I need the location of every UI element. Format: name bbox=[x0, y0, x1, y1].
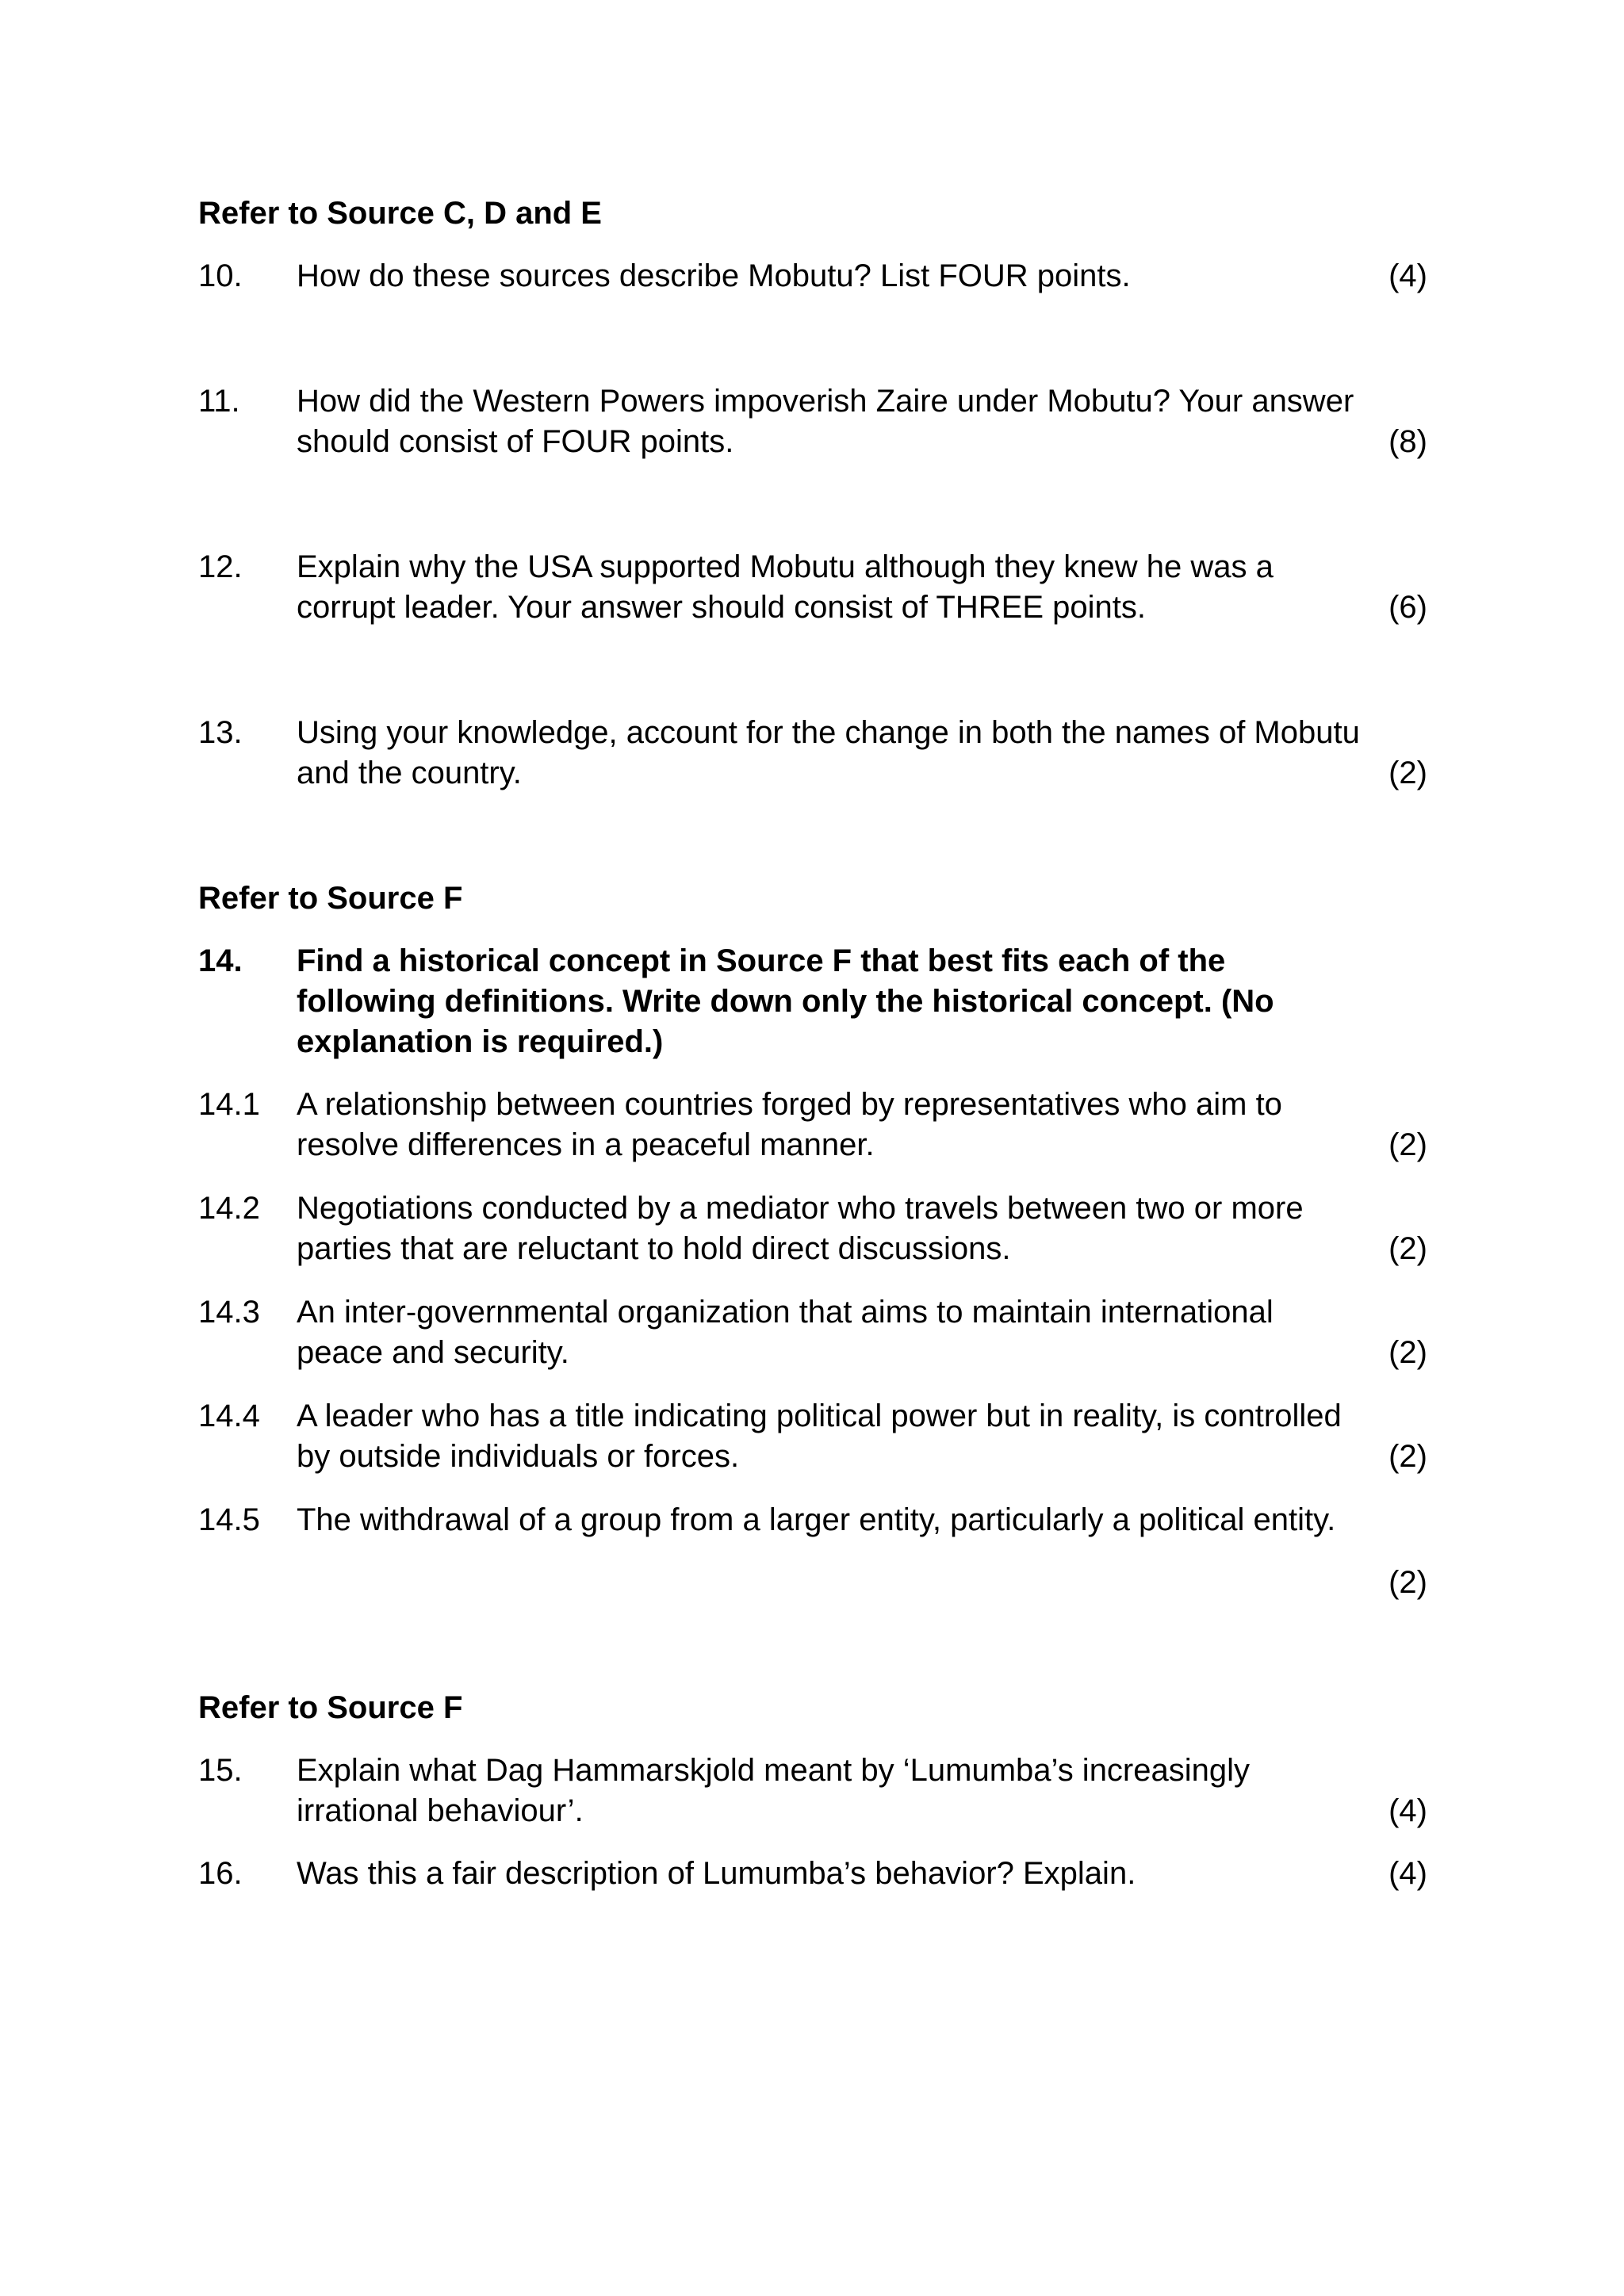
question-text: Was this a fair description of Lumumba’s behavior? Explain. bbox=[297, 1856, 1136, 1891]
question-marks: (2) bbox=[1388, 1231, 1427, 1266]
question-number: 11. bbox=[198, 384, 240, 419]
question-14-3 bbox=[198, 1292, 1427, 1373]
question-number: 12. bbox=[198, 549, 243, 584]
question-marks: (8) bbox=[1388, 424, 1427, 459]
question-marks: (4) bbox=[1388, 1856, 1427, 1891]
section-heading: Refer to Source F bbox=[198, 881, 463, 916]
question-text: Using your knowledge, account for the change in both the names of Mobutu and the country. bbox=[297, 715, 1360, 790]
question-text: Negotiations conducted by a mediator who travels between two or more parties that are reluctant to hold direct discussions. bbox=[297, 1191, 1304, 1266]
question-marks: (4) bbox=[1388, 1793, 1427, 1828]
question-16 bbox=[198, 1854, 1427, 1894]
question-number: 15. bbox=[198, 1753, 243, 1788]
question-number: 10. bbox=[198, 258, 243, 293]
question-marks: (4) bbox=[1388, 258, 1427, 293]
question-15 bbox=[198, 1751, 1427, 1831]
question-10 bbox=[198, 256, 1427, 297]
question-marks: (2) bbox=[1388, 1335, 1427, 1370]
section-heading: Refer to Source F bbox=[198, 1690, 463, 1725]
question-marks: (2) bbox=[1388, 1439, 1427, 1474]
question-text: A leader who has a title indicating political power but in reality, is controlled by outside individuals or forces. bbox=[297, 1399, 1342, 1474]
question-number: 14.1 bbox=[198, 1087, 260, 1122]
question-marks: (2) bbox=[1388, 756, 1427, 790]
section-heading: Refer to Source C, D and E bbox=[198, 196, 602, 231]
question-12 bbox=[198, 547, 1427, 628]
question-13 bbox=[198, 713, 1427, 794]
question-text: How did the Western Powers impoverish Zaire under Mobutu? Your answer should consist of FOUR points. bbox=[297, 384, 1354, 459]
question-14-1 bbox=[198, 1085, 1427, 1165]
question-number: 14.3 bbox=[198, 1295, 260, 1330]
question-14-4 bbox=[198, 1396, 1427, 1477]
question-text: An inter-governmental organization that aims to maintain international peace and security. bbox=[297, 1295, 1274, 1370]
question-text: A relationship between countries forged by representatives who aim to resolve differences in a peaceful manner. bbox=[297, 1087, 1282, 1162]
question-text: Explain why the USA supported Mobutu although they knew he was a corrupt leader. Your answer should consist of THREE points. bbox=[297, 549, 1274, 625]
question-14 bbox=[198, 941, 1427, 1062]
question-text: Find a historical concept in Source F that best fits each of the following definitions. Write down only the historical concept. (No explanation is required.) bbox=[297, 943, 1274, 1059]
question-14-5 bbox=[198, 1500, 1427, 1540]
question-number: 14.5 bbox=[198, 1502, 260, 1537]
question-14-5-marks: (2) bbox=[1388, 1565, 1427, 1600]
question-number: 13. bbox=[198, 715, 243, 750]
question-marks: (6) bbox=[1388, 590, 1427, 625]
question-14-2 bbox=[198, 1188, 1427, 1269]
worksheet-page bbox=[198, 193, 1427, 1894]
question-number: 16. bbox=[198, 1856, 243, 1891]
question-number: 14.4 bbox=[198, 1399, 260, 1433]
question-text: The withdrawal of a group from a larger entity, particularly a political entity. bbox=[297, 1502, 1336, 1537]
question-number: 14. bbox=[198, 943, 243, 978]
question-text: How do these sources describe Mobutu? List FOUR points. bbox=[297, 258, 1131, 293]
question-marks: (2) bbox=[1388, 1127, 1427, 1162]
question-text: Explain what Dag Hammarskjold meant by ‘Lumumba’s increasingly irrational behaviour’. bbox=[297, 1753, 1251, 1828]
question-number: 14.2 bbox=[198, 1191, 260, 1226]
question-11 bbox=[198, 381, 1427, 462]
